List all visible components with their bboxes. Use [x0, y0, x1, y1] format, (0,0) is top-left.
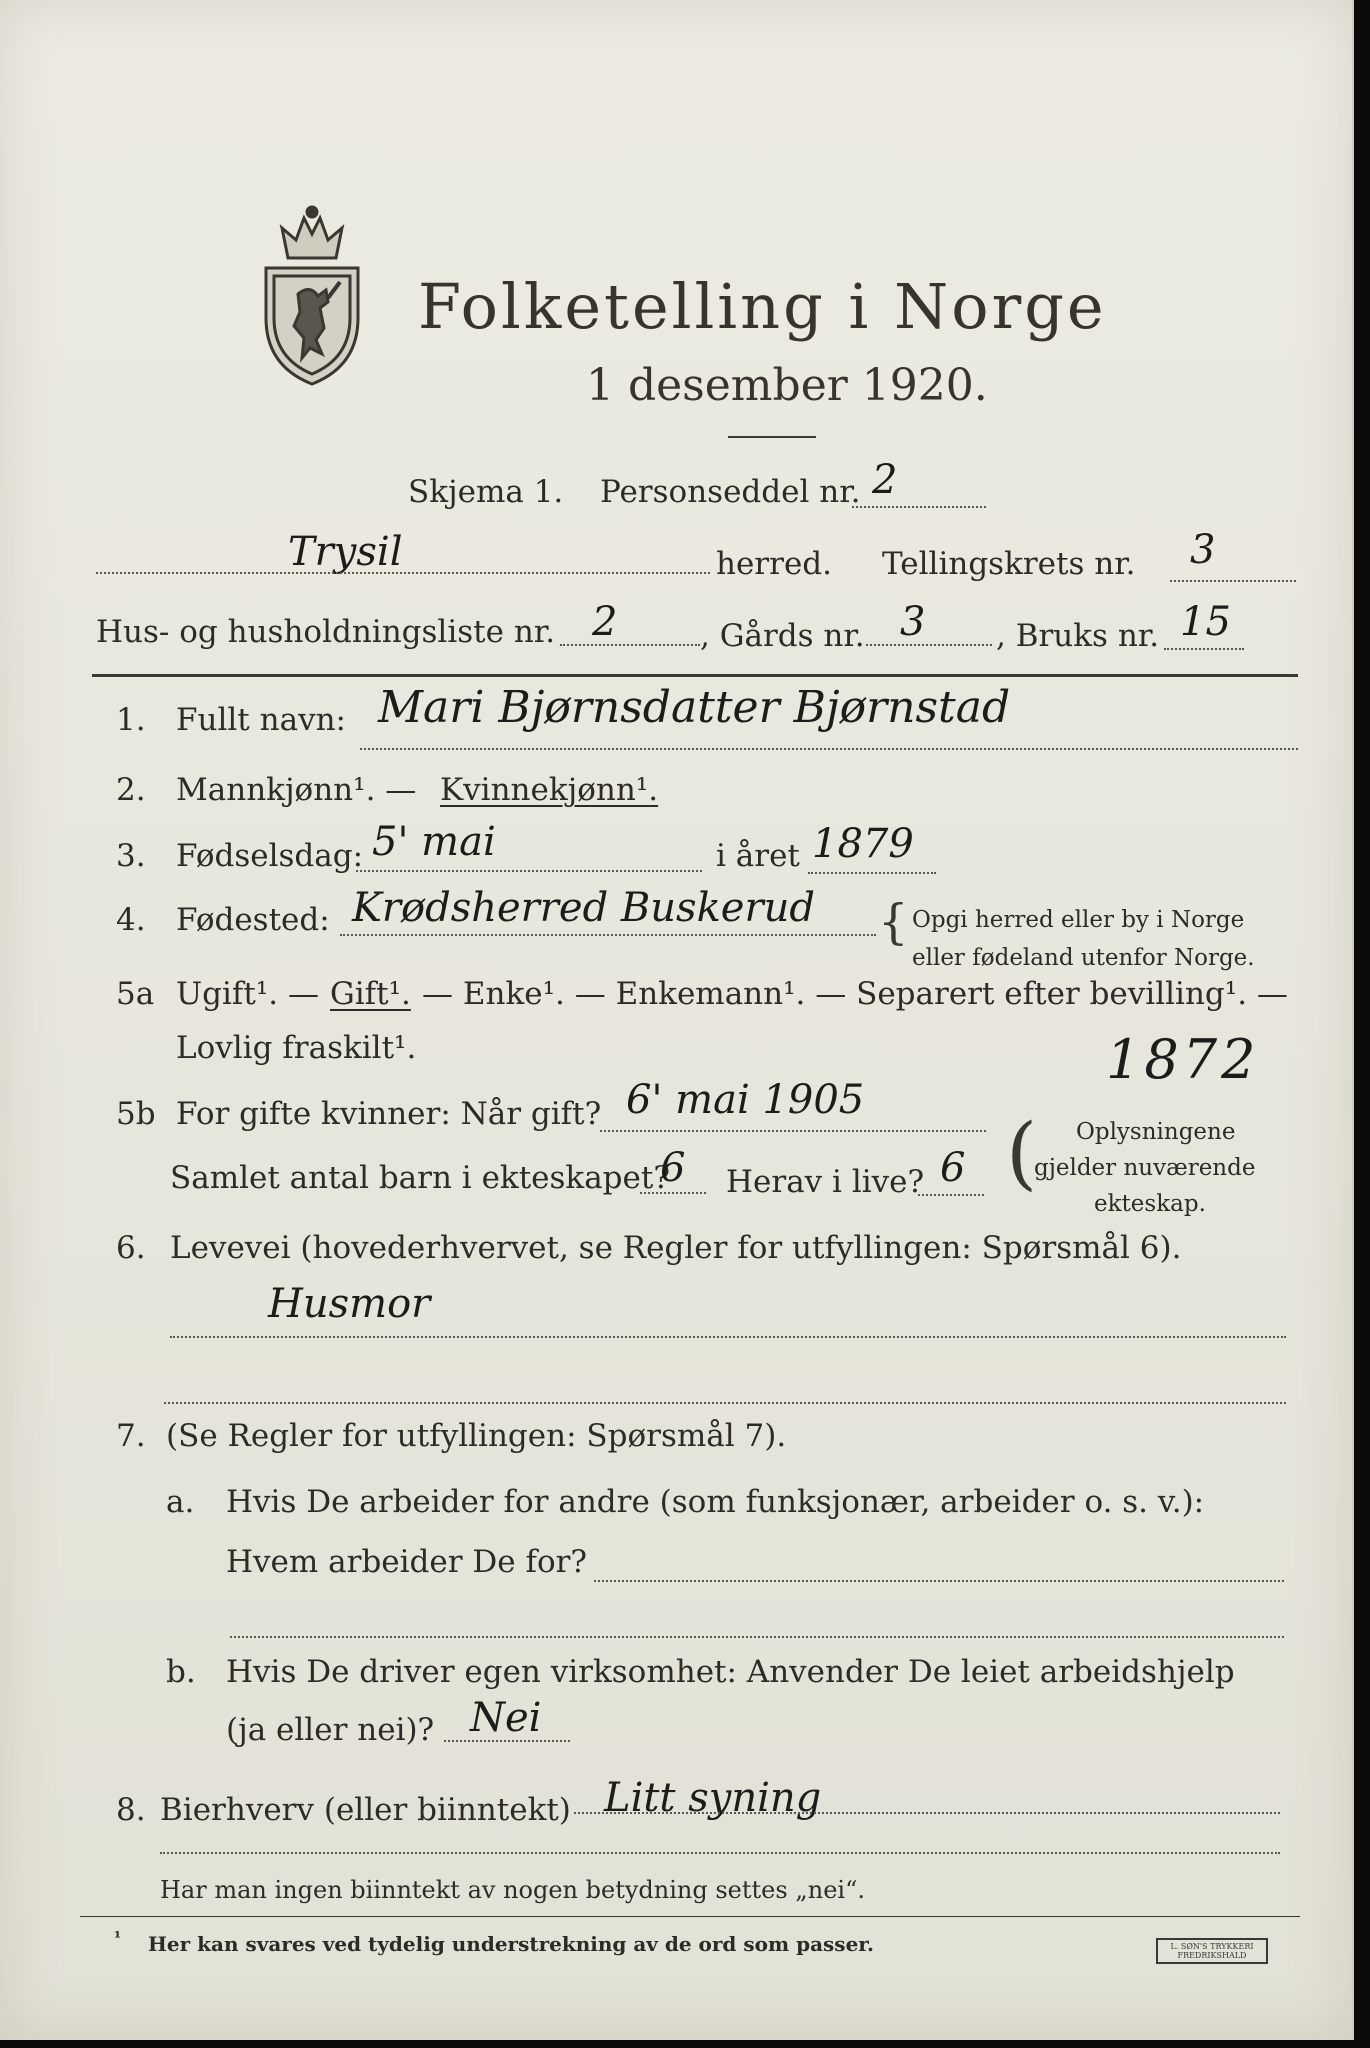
bruks-label: , Bruks nr.: [996, 618, 1160, 654]
q7a-text: Hvis De arbeider for andre (som funksjonær, arbeider o. s. v.):: [226, 1484, 1205, 1520]
personseddel-line: [852, 506, 986, 508]
marital-other-options[interactable]: — Enke¹. — Enkemann¹. — Separert efter bevilling¹. —: [422, 976, 1288, 1012]
children-alive-line: [918, 1194, 984, 1196]
aaret-label: i året: [716, 838, 800, 874]
fraskilt-option[interactable]: Lovlig fraskilt¹.: [176, 1030, 417, 1066]
q4-note-line2: eller fødeland utenfor Norge.: [912, 945, 1255, 971]
live-label: Herav i live?: [726, 1164, 925, 1200]
q7-label: (Se Regler for utfyllingen: Spørsmål 7).: [166, 1418, 787, 1454]
printer-stamp: [1156, 1938, 1268, 1964]
birthday-value[interactable]: 5' mai: [372, 819, 496, 865]
married-date-line: [600, 1130, 986, 1132]
gift-option[interactable]: Gift¹.: [330, 976, 411, 1012]
gards-label: , Gårds nr.: [700, 618, 865, 654]
married-date-value[interactable]: 6' mai 1905: [626, 1077, 865, 1123]
q5b-note-line2: gjelder nuværende: [1034, 1155, 1256, 1181]
hus-line: [560, 644, 700, 646]
gards-value[interactable]: 3: [900, 599, 926, 645]
side-income-line-1: [574, 1812, 1280, 1814]
footer-rule: [80, 1916, 1300, 1917]
q8-number: 8.: [116, 1792, 146, 1828]
footnote-text: Her kan svares ved tydelig understrekning av de ord som passer.: [148, 1932, 874, 1956]
occupation-line-1: [170, 1336, 1286, 1338]
kvinnekjonn-option[interactable]: Kvinnekjønn¹.: [440, 772, 659, 808]
occupation-line-2: [164, 1402, 1286, 1404]
q3-number: 3.: [116, 838, 146, 874]
q7a-marker: a.: [166, 1484, 195, 1520]
tellingskrets-line: [1170, 580, 1296, 582]
q1-label: Fullt navn:: [176, 702, 346, 738]
hus-value[interactable]: 2: [592, 599, 618, 645]
birthplace-value[interactable]: Krødsherred Buskerud: [352, 885, 815, 931]
q5b-note-line3: ekteskap.: [1094, 1191, 1206, 1217]
q7b-marker: b.: [166, 1654, 196, 1690]
q4-number: 4.: [116, 902, 146, 938]
herred-line: [96, 572, 710, 574]
footnote-mark: ¹: [114, 1928, 122, 1947]
full-name-value[interactable]: Mari Bjørnsdatter Bjørnstad: [378, 682, 1011, 733]
hired-help-value[interactable]: Nei: [470, 1695, 542, 1741]
personseddel-label: Personseddel nr.: [600, 474, 861, 510]
q1-number: 1.: [116, 702, 146, 738]
header-rule: [92, 674, 1298, 677]
q6-number: 6.: [116, 1230, 146, 1266]
q5b-label: For gifte kvinner: Når gift?: [176, 1096, 602, 1132]
personseddel-value[interactable]: 2: [872, 457, 898, 503]
birthplace-line: [340, 934, 876, 936]
herred-label: herred.: [716, 546, 832, 582]
occupation-value[interactable]: Husmor: [268, 1281, 431, 1327]
tellingskrets-label: Tellingskrets nr.: [882, 546, 1136, 582]
q5a-number: 5a: [116, 976, 155, 1012]
side-income-line-2: [160, 1852, 1280, 1854]
herred-value[interactable]: Trysil: [288, 529, 403, 575]
norwegian-coat-of-arms-icon: [258, 198, 366, 390]
q2-number: 2.: [116, 772, 146, 808]
q5b-number: 5b: [116, 1096, 156, 1132]
birth-year-line: [808, 872, 936, 874]
page-title: Folketelling i Norge: [418, 270, 1107, 343]
printer-stamp-line2: FREDRIKSHALD: [1177, 1951, 1247, 1960]
side-income-value[interactable]: Litt syning: [604, 1775, 822, 1821]
barn-label: Samlet antal barn i ekteskapet?: [170, 1160, 670, 1196]
q7b-question: (ja eller nei)?: [226, 1712, 435, 1748]
bruks-value[interactable]: 15: [1180, 599, 1231, 645]
hired-help-line: [444, 1740, 570, 1742]
full-name-line: [360, 748, 1298, 750]
birthday-line: [356, 870, 702, 872]
title-divider: [728, 436, 816, 438]
ugift-option[interactable]: Ugift¹. —: [176, 976, 319, 1012]
printer-stamp-line1: L. SØN'S TRYKKERI: [1170, 1942, 1254, 1951]
q8-label: Bierhverv (eller biinntekt): [160, 1792, 571, 1828]
children-count-value[interactable]: 6: [660, 1145, 686, 1191]
employer-line-1: [594, 1580, 1284, 1582]
children-alive-value[interactable]: 6: [940, 1145, 966, 1191]
employer-line-2: [230, 1636, 1284, 1638]
q4-label: Fødested:: [176, 902, 330, 938]
q5b-note-line1: Oplysningene: [1076, 1119, 1236, 1145]
footer-note: Har man ingen biinntekt av nogen betydning settes „nei“.: [160, 1876, 865, 1904]
skjema-label: Skjema 1.: [408, 474, 564, 510]
q7a-question: Hvem arbeider De for?: [226, 1544, 588, 1580]
tellingskrets-value[interactable]: 3: [1190, 527, 1216, 573]
mannkjonn-option[interactable]: Mannkjønn¹. —: [176, 772, 417, 808]
q7b-text: Hvis De driver egen virksomhet: Anvender De leiet arbeidshjelp: [226, 1654, 1235, 1690]
q6-label: Levevei (hovederhvervet, se Regler for utfyllingen: Spørsmål 6).: [170, 1230, 1182, 1266]
birth-year-value[interactable]: 1879: [812, 821, 914, 867]
children-count-line: [640, 1192, 706, 1194]
q4-brace: {: [878, 894, 909, 950]
q7-number: 7.: [116, 1418, 146, 1454]
q4-note-line1: Opgi herred eller by i Norge: [912, 907, 1245, 933]
hus-label: Hus- og husholdningsliste nr.: [96, 614, 556, 650]
census-date: 1 desember 1920.: [586, 360, 988, 411]
bruks-line: [1164, 648, 1244, 650]
marital-annotation: 1872: [1106, 1028, 1260, 1091]
gards-line: [866, 644, 992, 646]
q5b-brace: (: [1006, 1106, 1038, 1199]
q3-label: Fødselsdag:: [176, 838, 364, 874]
